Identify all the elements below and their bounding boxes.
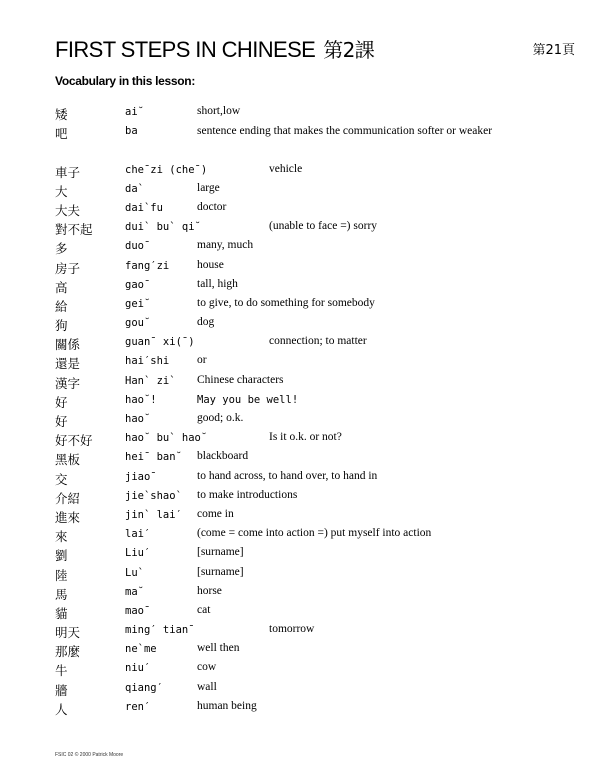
english-gloss: good; o.k. bbox=[197, 412, 244, 425]
english-gloss: connection; to matter bbox=[269, 335, 367, 348]
pinyin: hei¯ ban˘ bbox=[125, 451, 182, 464]
english-gloss: May you be well! bbox=[197, 393, 299, 406]
chinese-term: 對不起 bbox=[55, 222, 93, 238]
pinyin: da` bbox=[125, 182, 144, 195]
pinyin: hao˘! bbox=[125, 393, 157, 406]
title-text: FIRST STEPS IN CHINESE bbox=[55, 37, 316, 62]
pinyin: gao¯ bbox=[125, 278, 151, 291]
chinese-term: 好不好 bbox=[55, 433, 93, 449]
pinyin: hao˘ bbox=[125, 413, 151, 426]
section-heading: Vocabulary in this lesson: bbox=[55, 74, 196, 88]
pinyin: qiang′ bbox=[125, 681, 163, 694]
chinese-term: 黑板 bbox=[55, 452, 81, 468]
pinyin: ai˘ bbox=[125, 106, 144, 118]
pinyin: ba bbox=[125, 125, 138, 138]
english-gloss: cow bbox=[197, 661, 217, 674]
vocabulary-list bbox=[55, 103, 575, 717]
lesson-label: 第2課 bbox=[323, 38, 375, 62]
chinese-term: 牛 bbox=[55, 663, 68, 679]
english-gloss: tall, high bbox=[197, 277, 238, 290]
pinyin: Lu` bbox=[125, 566, 144, 579]
english-gloss: large bbox=[197, 181, 220, 194]
english-gloss: doctor bbox=[197, 200, 227, 213]
vocab-row bbox=[55, 621, 575, 640]
english-gloss: to give, to do something for somebody bbox=[197, 296, 375, 309]
chinese-term: 房子 bbox=[55, 260, 81, 276]
vocab-row bbox=[55, 180, 575, 199]
vocab-row bbox=[55, 679, 575, 698]
english-gloss: house bbox=[197, 258, 224, 271]
vocab-row bbox=[55, 487, 575, 506]
vocab-row bbox=[55, 506, 575, 525]
english-gloss: to make introductions bbox=[197, 488, 298, 501]
english-gloss: blackboard bbox=[197, 450, 249, 463]
chinese-term: 貓 bbox=[55, 605, 68, 621]
english-gloss: vehicle bbox=[269, 162, 303, 175]
chinese-term: 漢字 bbox=[55, 375, 81, 391]
pinyin: ne`me bbox=[125, 643, 157, 656]
chinese-term: 人 bbox=[55, 701, 68, 717]
page-number: 第21頁 bbox=[532, 43, 575, 58]
pinyin: mao¯ bbox=[125, 604, 151, 617]
english-gloss: horse bbox=[197, 584, 222, 597]
pinyin: gei˘ bbox=[125, 297, 151, 310]
chinese-term: 進來 bbox=[55, 509, 81, 525]
chinese-term: 介紹 bbox=[55, 490, 81, 506]
english-gloss: sentence ending that makes the communication softer or weaker bbox=[197, 124, 493, 137]
pinyin: dai`fu bbox=[125, 201, 163, 214]
vocab-row bbox=[55, 640, 575, 659]
english-gloss: wall bbox=[197, 680, 217, 693]
chinese-term: 來 bbox=[55, 529, 68, 545]
chinese-term: 高 bbox=[55, 279, 68, 295]
english-gloss: cat bbox=[197, 603, 211, 616]
vocab-row bbox=[55, 122, 575, 160]
english-gloss: tomorrow bbox=[269, 623, 315, 636]
vocab-row bbox=[55, 391, 575, 410]
pinyin: ren′ bbox=[125, 700, 151, 713]
english-gloss: [surname] bbox=[197, 546, 244, 559]
vocab-row bbox=[55, 429, 575, 448]
vocab-row bbox=[55, 448, 575, 467]
page-header bbox=[55, 34, 575, 66]
chinese-term: 給 bbox=[55, 298, 68, 314]
chinese-term: 劉 bbox=[55, 548, 68, 564]
english-gloss: [surname] bbox=[197, 565, 244, 578]
vocab-row bbox=[55, 352, 575, 371]
vocab-row bbox=[55, 161, 575, 180]
vocab-row bbox=[55, 199, 575, 218]
vocab-row bbox=[55, 218, 575, 237]
vocab-row bbox=[55, 602, 575, 621]
document-title bbox=[55, 34, 374, 63]
chinese-term: 好 bbox=[55, 394, 68, 410]
pinyin: duo¯ bbox=[125, 240, 151, 253]
chinese-term: 交 bbox=[55, 471, 68, 487]
pinyin: lai′ bbox=[125, 528, 151, 541]
english-gloss: many, much bbox=[197, 239, 254, 252]
pinyin: fang′zi bbox=[125, 259, 170, 272]
vocab-row bbox=[55, 314, 575, 333]
chinese-term: 大 bbox=[55, 183, 68, 199]
copyright-footer: FSIC 02 © 2000 Patrick Moore bbox=[55, 752, 124, 758]
pinyin: dui` bu` qi˘ bbox=[125, 221, 201, 234]
vocab-row bbox=[55, 237, 575, 256]
vocab-row bbox=[55, 564, 575, 583]
vocab-row bbox=[55, 583, 575, 602]
pinyin: ma˘ bbox=[125, 585, 144, 598]
chinese-term: 那麼 bbox=[55, 644, 81, 660]
vocab-row bbox=[55, 410, 575, 429]
pinyin: jie`shao` bbox=[125, 489, 182, 502]
vocab-row bbox=[55, 103, 575, 122]
chinese-term: 馬 bbox=[55, 586, 68, 602]
chinese-term: 牆 bbox=[55, 682, 68, 698]
chinese-term: 大夫 bbox=[55, 202, 81, 218]
vocab-row bbox=[55, 525, 575, 544]
vocab-row bbox=[55, 257, 575, 276]
vocab-row bbox=[55, 544, 575, 563]
vocab-row bbox=[55, 295, 575, 314]
chinese-term: 陸 bbox=[55, 567, 68, 583]
pinyin: niu′ bbox=[125, 662, 151, 675]
chinese-term: 明天 bbox=[55, 625, 81, 641]
chinese-term: 車子 bbox=[55, 164, 81, 180]
english-gloss: or bbox=[197, 354, 207, 367]
chinese-term: 矮 bbox=[55, 107, 68, 122]
english-gloss: human being bbox=[197, 699, 257, 712]
vocab-row bbox=[55, 333, 575, 352]
chinese-term: 關係 bbox=[55, 337, 81, 353]
pinyin: jiao¯ bbox=[125, 470, 157, 483]
english-gloss: (come = come into action =) put myself into action bbox=[197, 527, 432, 540]
english-gloss: Chinese characters bbox=[197, 373, 284, 386]
pinyin: hai′shi bbox=[125, 355, 170, 368]
vocab-row bbox=[55, 372, 575, 391]
english-gloss: short,low bbox=[197, 105, 241, 117]
pinyin: Han` zi` bbox=[125, 374, 176, 387]
vocab-row bbox=[55, 468, 575, 487]
english-gloss: well then bbox=[197, 642, 240, 655]
vocab-row bbox=[55, 659, 575, 678]
english-gloss: dog bbox=[197, 316, 215, 329]
pinyin: ming′ tian¯ bbox=[125, 624, 195, 637]
chinese-term: 狗 bbox=[55, 318, 68, 334]
english-gloss: (unable to face =) sorry bbox=[269, 220, 378, 233]
pinyin: hao˘ bu` hao˘ bbox=[125, 432, 208, 445]
pinyin: che¯zi (che¯) bbox=[125, 163, 208, 176]
vocab-row bbox=[55, 276, 575, 295]
chinese-term: 好 bbox=[55, 414, 68, 430]
pinyin: jin` lai′ bbox=[125, 508, 182, 521]
chinese-term: 多 bbox=[55, 241, 68, 257]
pinyin: guan¯ xi(¯) bbox=[125, 336, 195, 349]
pinyin: Liu′ bbox=[125, 547, 151, 560]
vocab-row bbox=[55, 698, 575, 717]
pinyin: gou˘ bbox=[125, 317, 151, 330]
chinese-term: 吧 bbox=[55, 126, 68, 142]
chinese-term: 還是 bbox=[55, 356, 81, 372]
english-gloss: Is it o.k. or not? bbox=[269, 431, 342, 444]
english-gloss: to hand across, to hand over, to hand in bbox=[197, 469, 378, 482]
english-gloss: come in bbox=[197, 507, 234, 520]
